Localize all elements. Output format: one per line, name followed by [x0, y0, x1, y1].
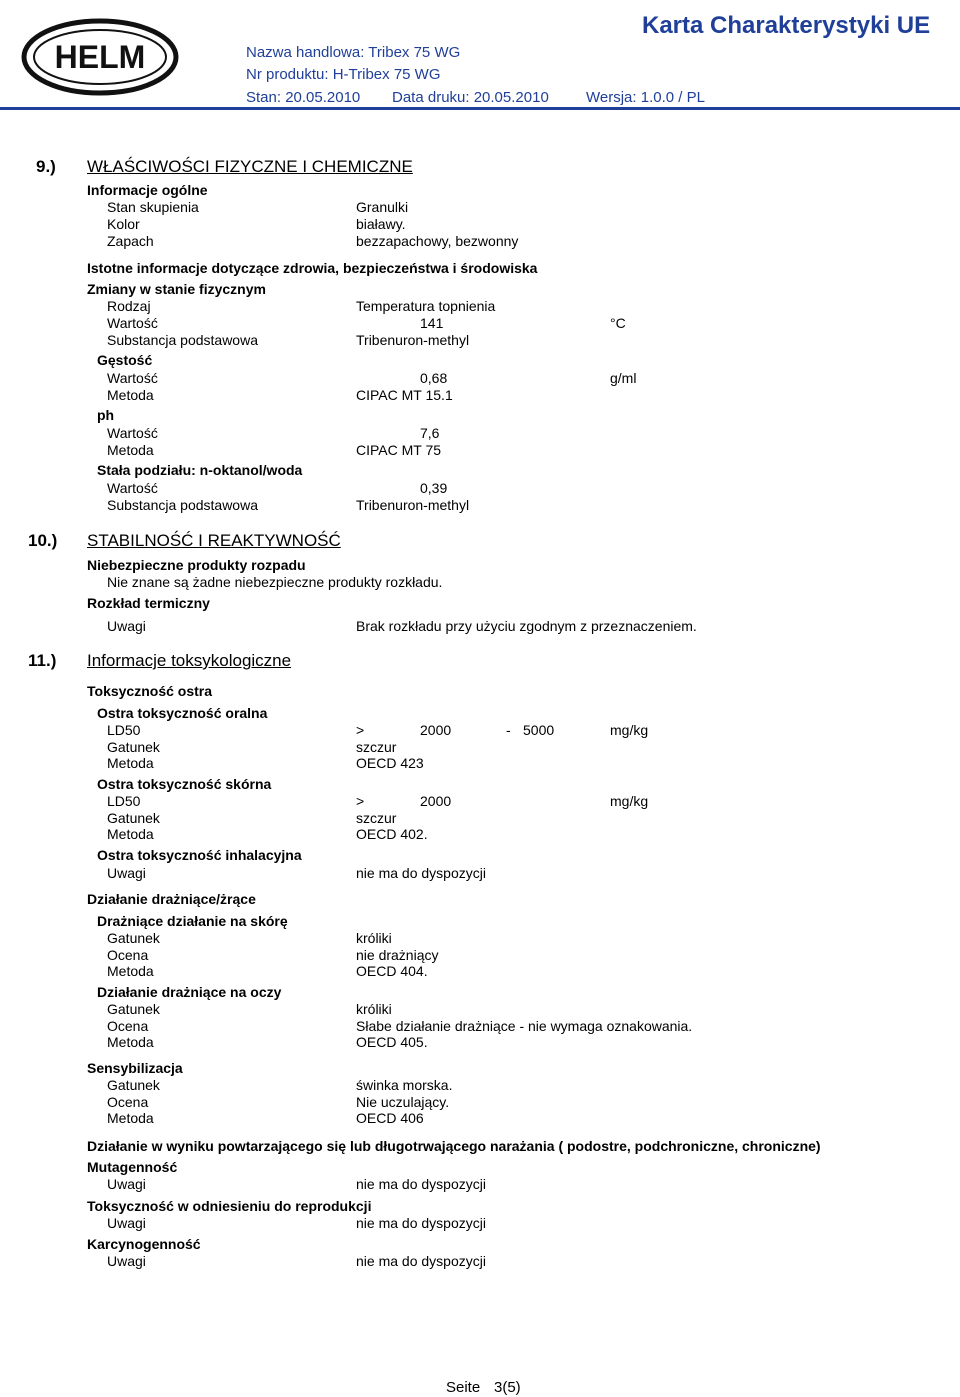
physical-changes-heading: Zmiany w stanie fizycznym [87, 281, 266, 297]
skin-species-value: króliki [356, 930, 392, 946]
product-number: Nr produktu: H-Tribex 75 WG [246, 66, 441, 83]
dermal-method-label: Metoda [107, 826, 154, 842]
sensitization-species-label: Gatunek [107, 1077, 160, 1093]
carcinogenicity-remarks-value: nie ma do dyspozycji [356, 1253, 486, 1269]
melting-substance-label: Substancja podstawowa [107, 332, 258, 348]
melting-value-label: Wartość [107, 315, 158, 331]
oral-method-label: Metoda [107, 755, 154, 771]
odor-label: Zapach [107, 233, 154, 249]
document-title: Karta Charakterystyki UE [642, 12, 931, 39]
section-11-number: 11.) [28, 651, 57, 670]
oral-method-value: OECD 423 [356, 755, 424, 771]
skin-rating-value: nie drażniący [356, 947, 439, 963]
ph-value: 7,6 [420, 425, 440, 441]
density-method-value: CIPAC MT 15.1 [356, 387, 453, 403]
page-number: 3(5) [494, 1379, 521, 1396]
oral-ld50-value-high: 5000 [523, 722, 555, 738]
relevant-info-heading: Istotne informacje dotyczące zdrowia, bezpieczeństwa i środowiska [87, 260, 538, 276]
sensitization-rating-value: Nie uczulający. [356, 1094, 450, 1110]
skin-rating-label: Ocena [107, 947, 149, 963]
eye-method-label: Metoda [107, 1034, 154, 1050]
eye-species-label: Gatunek [107, 1001, 160, 1017]
eye-rating-value: Słabe działanie drażniące - nie wymaga oznakowania. [356, 1018, 693, 1034]
type-value: Temperatura topnienia [356, 298, 496, 314]
section-9-number: 9.) [36, 157, 56, 176]
oral-ld50-dash: - [506, 722, 511, 738]
partition-heading: Stała podziału: n-oktanol/woda [97, 462, 303, 478]
acute-toxicity-heading: Toksyczność ostra [87, 683, 213, 699]
header-divider [0, 107, 960, 110]
melting-unit: °C [610, 315, 626, 331]
dermal-ld50-operator: > [356, 793, 365, 809]
dermal-toxicity-heading: Ostra toksyczność skórna [97, 776, 272, 792]
dermal-ld50-label: LD50 [107, 793, 141, 809]
dermal-method-value: OECD 402. [356, 826, 428, 842]
oral-ld50-unit: mg/kg [610, 722, 649, 738]
sensitization-method-label: Metoda [107, 1110, 154, 1126]
oral-ld50-operator: > [356, 722, 365, 738]
section-10-number: 10.) [28, 531, 58, 550]
eye-rating-label: Ocena [107, 1018, 149, 1034]
carcinogenicity-heading: Karcynogenność [87, 1236, 201, 1252]
sensitization-heading: Sensybilizacja [87, 1060, 183, 1076]
oral-ld50-label: LD50 [107, 722, 141, 738]
dermal-species-label: Gatunek [107, 810, 160, 826]
trade-name: Nazwa handlowa: Tribex 75 WG [246, 44, 461, 61]
page-label: Seite [446, 1379, 481, 1396]
reproductive-remarks-value: nie ma do dyspozycji [356, 1215, 486, 1231]
carcinogenicity-remarks-label: Uwagi [107, 1253, 146, 1269]
dermal-ld50-unit: mg/kg [610, 793, 649, 809]
state-label: Stan skupienia [107, 199, 199, 215]
skin-irritation-heading: Drażniące działanie na skórę [97, 913, 288, 929]
sensitization-species-value: świnka morska. [356, 1077, 453, 1093]
oral-toxicity-heading: Ostra toksyczność oralna [97, 705, 268, 721]
mutagenicity-remarks-label: Uwagi [107, 1176, 146, 1192]
eye-species-value: króliki [356, 1001, 392, 1017]
sensitization-method-value: OECD 406 [356, 1110, 424, 1126]
partition-value: 0,39 [420, 480, 448, 496]
inhalation-toxicity-heading: Ostra toksyczność inhalacyjna [97, 847, 302, 863]
inhalation-remarks-label: Uwagi [107, 865, 146, 881]
ph-value-label: Wartość [107, 425, 158, 441]
ph-heading: ph [97, 407, 115, 423]
oral-species-label: Gatunek [107, 739, 160, 755]
density-method-label: Metoda [107, 387, 154, 403]
color-label: Kolor [107, 216, 140, 232]
state-value: Granulki [356, 199, 409, 215]
helm-logo [20, 17, 180, 97]
oral-species-value: szczur [356, 739, 397, 755]
repeated-exposure-heading: Działanie w wyniku powtarzającego się lub długotrwającego narażania ( podostre, podchroniczne, chroniczne) [87, 1138, 821, 1154]
hazardous-products-heading: Niebezpieczne produkty rozpadu [87, 557, 306, 573]
density-value-label: Wartość [107, 370, 158, 386]
dermal-ld50-value: 2000 [420, 793, 452, 809]
partition-value-label: Wartość [107, 480, 158, 496]
partition-substance-value: Tribenuron-methyl [356, 497, 470, 513]
density-value: 0,68 [420, 370, 448, 386]
color-value: białawy. [356, 216, 406, 232]
melting-substance-value: Tribenuron-methyl [356, 332, 470, 348]
inhalation-remarks-value: nie ma do dyspozycji [356, 865, 486, 881]
eye-method-value: OECD 405. [356, 1034, 428, 1050]
reproductive-remarks-label: Uwagi [107, 1215, 146, 1231]
section-11-title: Informacje toksykologiczne [87, 651, 292, 670]
mutagenicity-heading: Mutagenność [87, 1159, 178, 1175]
oral-ld50-value-low: 2000 [420, 722, 452, 738]
section-10-title: STABILNOŚĆ I REAKTYWNOŚĆ [87, 531, 341, 550]
print-date: Data druku: 20.05.2010 [392, 89, 549, 106]
logo-text: HELM [54, 39, 146, 75]
reproductive-toxicity-heading: Toksyczność w odniesieniu do reprodukcji [87, 1198, 372, 1214]
skin-method-label: Metoda [107, 963, 154, 979]
status-date: Stan: 20.05.2010 [246, 89, 361, 106]
skin-method-value: OECD 404. [356, 963, 428, 979]
thermal-decomposition-heading: Rozkład termiczny [87, 595, 210, 611]
section-9-title: WŁAŚCIWOŚCI FIZYCZNE I CHEMICZNE [87, 157, 413, 176]
type-label: Rodzaj [107, 298, 151, 314]
eye-irritation-heading: Działanie drażniące na oczy [97, 984, 282, 1000]
irritation-heading: Działanie drażniące/żrące [87, 891, 256, 907]
thermal-remarks-label: Uwagi [107, 618, 146, 634]
melting-value: 141 [420, 315, 444, 331]
sensitization-rating-label: Ocena [107, 1094, 149, 1110]
density-heading: Gęstość [97, 352, 153, 368]
version: Wersja: 1.0.0 / PL [586, 89, 705, 106]
hazardous-products-text: Nie znane są żadne niebezpieczne produkty rozkładu. [107, 574, 443, 590]
skin-species-label: Gatunek [107, 930, 160, 946]
ph-method-value: CIPAC MT 75 [356, 442, 442, 458]
dermal-species-value: szczur [356, 810, 397, 826]
ph-method-label: Metoda [107, 442, 154, 458]
mutagenicity-remarks-value: nie ma do dyspozycji [356, 1176, 486, 1192]
density-unit: g/ml [610, 370, 637, 386]
general-info-heading: Informacje ogólne [87, 182, 208, 198]
thermal-remarks-value: Brak rozkładu przy użyciu zgodnym z przeznaczeniem. [356, 618, 697, 634]
partition-substance-label: Substancja podstawowa [107, 497, 258, 513]
odor-value: bezzapachowy, bezwonny [356, 233, 519, 249]
